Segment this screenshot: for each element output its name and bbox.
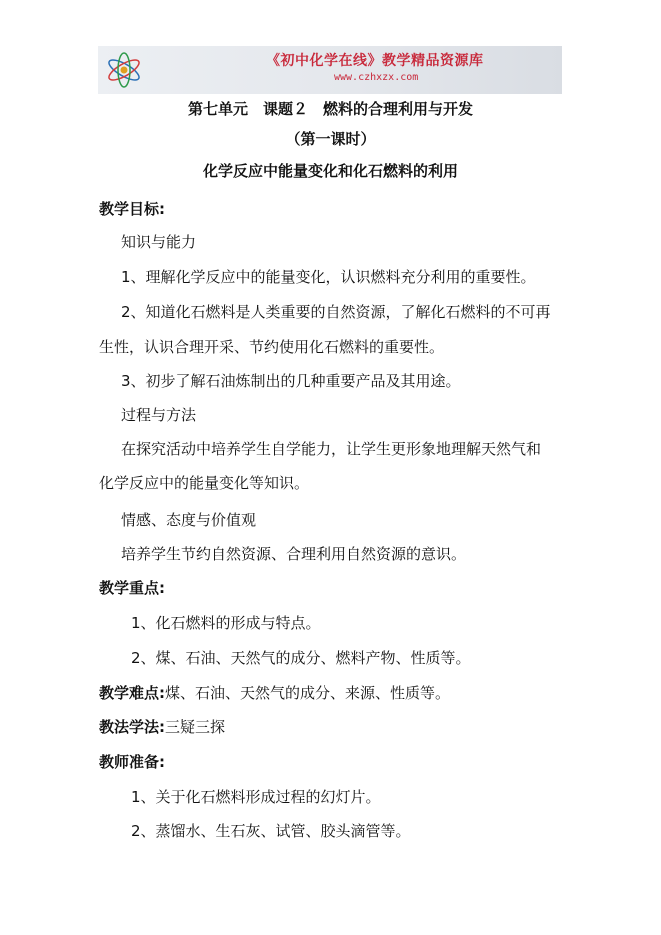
process-item-a: 在探究活动中培养学生自学能力，让学生更形象地理解天然气和 — [121, 440, 542, 458]
banner-url: www.czhxzx.com — [334, 72, 419, 83]
banner-title: 《初中化学在线》教学精品资源库 — [266, 53, 484, 69]
prep-heading: 教师准备: — [99, 753, 165, 771]
process-label: 过程与方法 — [121, 406, 197, 424]
knowledge-label: 知识与能力 — [121, 233, 197, 251]
difficulty-label: 教学难点: — [99, 684, 165, 702]
key-point-item-1: 1、化石燃料的形成与特点。 — [131, 614, 321, 632]
difficulty-line — [99, 682, 450, 703]
key-points-heading: 教学重点: — [99, 579, 165, 597]
emotion-item: 培养学生节约自然资源、合理利用自然资源的意识。 — [121, 545, 467, 563]
page-subtitle: （第一课时） — [285, 130, 376, 148]
difficulty-text: 煤、石油、天然气的成分、来源、性质等。 — [165, 684, 451, 702]
process-item-b: 化学反应中的能量变化等知识。 — [99, 474, 310, 492]
goals-heading: 教学目标: — [99, 200, 165, 218]
method-line — [99, 716, 225, 737]
atom-icon — [104, 50, 144, 90]
key-point-item-2: 2、煤、石油、天然气的成分、燃料产物、性质等。 — [131, 649, 471, 667]
knowledge-item-2b: 生性，认识合理开采、节约使用化石燃料的重要性。 — [99, 338, 445, 356]
topic-heading: 化学反应中能量变化和化石燃料的利用 — [202, 162, 458, 180]
header-banner — [98, 46, 562, 94]
prep-item-1: 1、关于化石燃料形成过程的幻灯片。 — [131, 788, 381, 806]
method-label: 教法学法: — [99, 718, 165, 736]
emotion-label: 情感、态度与价值观 — [121, 511, 257, 529]
prep-item-2: 2、蒸馏水、生石灰、试管、胶头滴管等。 — [131, 822, 411, 840]
method-text: 三疑三探 — [165, 718, 226, 736]
knowledge-item-2a: 2、知道化石燃料是人类重要的自然资源，了解化石燃料的不可再 — [121, 303, 551, 321]
knowledge-item-3: 3、初步了解石油炼制出的几种重要产品及其用途。 — [121, 372, 461, 390]
knowledge-item-1: 1、理解化学反应中的能量变化，认识燃料充分利用的重要性。 — [121, 268, 536, 286]
page-title: 第七单元 课题２ 燃料的合理利用与开发 — [187, 100, 473, 118]
